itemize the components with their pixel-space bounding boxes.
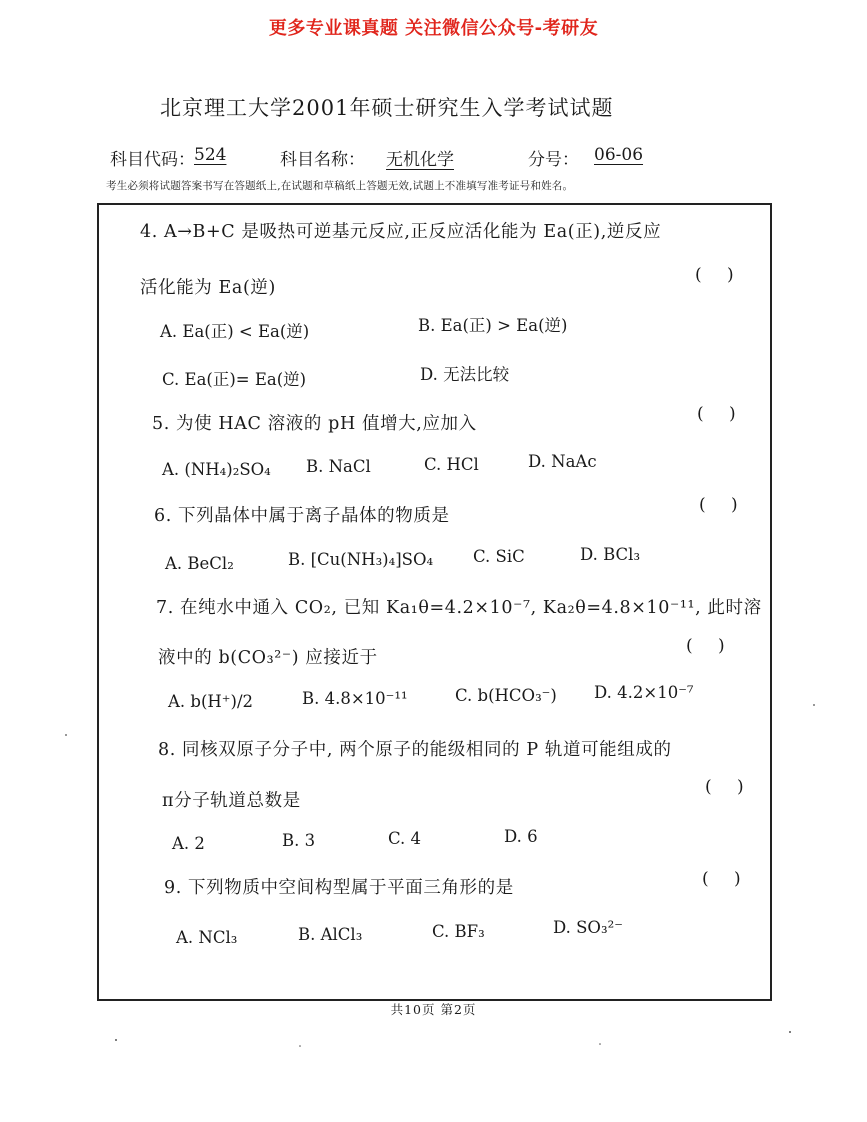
question-4-option-d: D. 无法比较 (420, 365, 510, 384)
scan-speck (813, 704, 815, 706)
exam-title: 北京理工大学2001年硕士研究生入学考试试题 (160, 96, 614, 120)
question-8-line-1: 8. 同核双原子分子中, 两个原子的能级相同的 P 轨道可能组成的 (158, 740, 672, 760)
subject-code-value: 524 (194, 145, 227, 165)
question-9-stem: 9. 下列物质中空间构型属于平面三角形的是 (164, 878, 514, 898)
answer-parenthesis-4: ( ) (695, 265, 744, 285)
paper-number-value: 06-06 (594, 145, 644, 165)
scan-speck (65, 734, 67, 736)
question-7-option-c: C. b(HCO₃⁻) (455, 686, 557, 705)
question-5-option-d: D. NaAc (528, 452, 597, 471)
question-7-option-d: D. 4.2×10⁻⁷ (594, 683, 694, 702)
question-4-option-a: A. Ea(正) < Ea(逆) (160, 322, 310, 341)
question-7-option-a: A. b(H⁺)/2 (168, 692, 253, 711)
question-5-option-c: C. HCl (424, 455, 479, 474)
paper-number-label: 分号： (528, 150, 579, 170)
question-6-option-b: B. [Cu(NH₃)₄]SO₄ (288, 550, 434, 569)
question-4-line-1: 4. A→B+C 是吸热可逆基元反应,正反应活化能为 Ea(正),逆反应 (140, 222, 662, 242)
question-8-option-c: C. 4 (388, 829, 422, 848)
question-4-option-b: B. Ea(正) > Ea(逆) (418, 316, 568, 335)
question-6-option-c: C. SiC (473, 547, 525, 566)
scan-speck (789, 1031, 791, 1033)
question-4-line-2: 活化能为 Ea(逆) (140, 278, 276, 298)
question-5-option-b: B. NaCl (306, 457, 371, 476)
answer-parenthesis-5: ( ) (697, 404, 746, 424)
page-footer: 共10页 第2页 (390, 1002, 477, 1017)
scan-speck (299, 1045, 301, 1047)
question-7-line-2: 液中的 b(CO₃²⁻) 应接近于 (158, 648, 378, 668)
answer-parenthesis-9: ( ) (702, 869, 751, 889)
exam-notice: 考生必须将试题答案书写在答题纸上,在试题和草稿纸上答题无效,试题上不准填写准考证号和姓名。 (106, 180, 574, 192)
answer-parenthesis-6: ( ) (699, 495, 748, 515)
question-6-stem: 6. 下列晶体中属于离子晶体的物质是 (154, 506, 450, 526)
question-9-option-b: B. AlCl₃ (298, 925, 363, 944)
question-8-line-2: π分子轨道总数是 (162, 791, 301, 811)
question-4-option-c: C. Ea(正)= Ea(逆) (162, 370, 307, 389)
scan-speck (115, 1039, 117, 1041)
question-9-option-d: D. SO₃²⁻ (553, 918, 623, 937)
scan-speck (599, 1043, 601, 1045)
subject-code-label: 科目代码： (110, 150, 195, 170)
promo-banner: 更多专业课真题 关注微信公众号-考研友 (268, 18, 599, 39)
question-8-option-b: B. 3 (282, 831, 316, 850)
question-8-option-a: A. 2 (172, 834, 205, 853)
answer-parenthesis-7: ( ) (686, 636, 735, 656)
question-8-option-d: D. 6 (504, 827, 538, 846)
question-7-option-b: B. 4.8×10⁻¹¹ (302, 689, 408, 708)
question-9-option-a: A. NCl₃ (176, 928, 238, 947)
question-6-option-a: A. BeCl₂ (165, 554, 234, 573)
question-6-option-d: D. BCl₃ (580, 545, 641, 564)
question-7-line-1: 7. 在纯水中通入 CO₂, 已知 Ka₁θ=4.2×10⁻⁷, Ka₂θ=4.8×10⁻¹¹, 此时溶 (156, 598, 762, 618)
question-5-option-a: A. (NH₄)₂SO₄ (162, 460, 271, 479)
question-9-option-c: C. BF₃ (432, 922, 485, 941)
answer-parenthesis-8: ( ) (705, 777, 754, 797)
subject-name-label: 科目名称： (280, 150, 365, 170)
question-5-stem: 5. 为使 HAC 溶液的 pH 值增大,应加入 (152, 414, 477, 434)
subject-name-value: 无机化学 (386, 150, 454, 170)
